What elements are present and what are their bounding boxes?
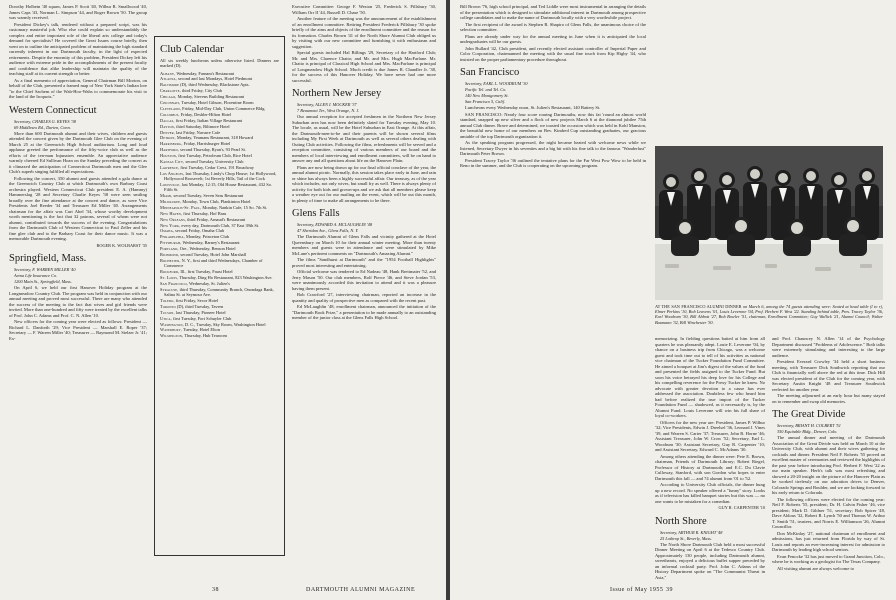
calendar-entry [160, 211, 279, 216]
calendar-city: Toledo, [160, 297, 175, 303]
calendar-details: Wednesday, Barney's Restaurant [182, 240, 240, 246]
calendar-entry [160, 223, 279, 228]
paragraph: Executive Committee: George F. Weston '25, Frederick S. Pillsbury '30, William Orr II '44, Russell D. Chase '50. [292, 4, 436, 15]
calendar-entry [160, 94, 279, 99]
paragraph: Luncheons every Wednesday noon, St. Julien's Restaurant, 140 Battery St. [465, 105, 601, 110]
calendar-city: Los Angeles, [160, 170, 185, 176]
paragraph: Our annual reception for accepted freshmen in the Northern New Jersey Suburban area has now been definitely slated for Tuesday evening, May 10. The locale, as usual, will be the Hotel Suburban in East Orange. At this affair, the Dartmouth-men-to-be and their parents will be shown several films including My First Week at Dartmouth as well as several others dealing with Outing Club activities. Following the films, refreshments will be served and a reception committee, consisting of various members of our board and the members of local interviewing and enrollment committees, will be on hand to answer any and all questions about life on the Hanover Plain. [292, 114, 436, 163]
calendar-entry [160, 298, 279, 303]
calendar-city: Atlanta, [160, 76, 177, 82]
right-column-1 [460, 4, 646, 560]
calendar-city: Louisville, [160, 181, 181, 187]
right-column-3 [772, 336, 885, 592]
paragraph: President Tracey Taylor '36 outlined the tentative plans for the Far West Pow Wow to be held in Reno in the summer, and the Club is cooperating on the upcoming program. [460, 157, 646, 168]
calendar-details: second Tuesday, Hotel John Marshall [180, 252, 247, 258]
section-heading: Western Connecticut [9, 104, 97, 116]
calendar-details: first Tuesday, Cedar Crest, 191 Broadway [180, 164, 254, 170]
calendar-details: Monday, Nankin Cafe, 15 So. 7th St. [202, 204, 268, 210]
calendar-details: Wednesday, Farnam's Restaurant [176, 70, 235, 76]
calendar-details: third Friday, City Club [181, 88, 222, 94]
calendar-city: Hartford, [160, 147, 179, 153]
calendar-city: Lawrence, [160, 164, 180, 170]
paragraph: New officers for the coming year were elected as follows: President — Richard L. Danforth '29; Vice President — Marshall E. Roper '37; Secretary — F. Warren Miller '40; Treasurer — Raymond M. Stelzer Jr. '41; Ex- [9, 319, 147, 341]
calendar-entry [160, 171, 279, 182]
calendar-entry [160, 246, 279, 251]
calendar-entry [160, 199, 279, 204]
paragraph: On April 6, we held our first Hanover Holiday program at the Longmeadow Country Club. The program was held in conjunction with our annual meeting and proved most successful. There are many who attended the success of the meeting to the fact that wives and girl friends were invited. More than one-hundred and fifty were treated by the excellent talks of Prof. John C. Adams and Prof. C. N. Allen '10. [9, 285, 147, 318]
section-meta-text: 47 Sheridan Ave., Glens Falls, N. Y. [297, 228, 359, 233]
calendar-details: second Tuesday, University Club [185, 158, 244, 164]
paragraph: Dorothy Holbein '40 squaw, James P. Scott '40, Wilbur R. Smallwood '40, James Caps '43, Norman L. Simpson '44, and Roger Brown '50. The group was warmly received. [9, 4, 147, 20]
calendar-city: Denver, [160, 129, 175, 135]
calendar-entry [160, 234, 279, 239]
section-heading: North Shore [655, 515, 707, 527]
calendar-details: every day, Dartmouth Club, 37 East 39th St. [181, 222, 260, 228]
calendar-entry [160, 193, 279, 198]
section-meta [655, 530, 765, 535]
calendar-entry [160, 147, 279, 152]
calendar-city: Richmond, [160, 252, 180, 258]
calendar-entry [160, 258, 279, 269]
paragraph: Among others attending the dinner were: Pete E. Brown, chairman, Friends of Dartmouth Library; Robert Riegel, Professor of History at Dartmouth; and E.C. Du Clavie Culloway, Stanford, with son Gordon who hopes to enter Dartmouth this fall — and 74 alumni from '01 to '52. [655, 453, 765, 481]
paragraph: Ed McLaughlin '48, enrollment chairman, announced the initiation of the "Dartmouth Book Prize," a presentation to be made annually to an outstanding member of the junior class at the Glens Falls High School. [292, 304, 436, 320]
calendar-details: Monday, Princeton Club [185, 234, 229, 240]
calendar-details: second Thursday, Ryan's, 93 Pearl St. [180, 147, 246, 153]
calendar-city: St. Louis, [160, 274, 179, 280]
calendar-entry [160, 205, 279, 210]
paragraph: The meeting adjourned at an early hour but many stayed on to remember and swap old memories. [772, 393, 885, 404]
calendar-details: first Tuesday, Petroleum Club, Rice Hotel [178, 153, 252, 159]
section-meta [460, 87, 646, 92]
calendar-city: Albany, [160, 70, 176, 76]
calendar-entry [160, 333, 279, 338]
section-meta [460, 81, 646, 86]
calendar-details: Monday, Town Club, Plankinton Hotel [182, 199, 251, 204]
paragraph: The films "Sandhurst at Dartmouth" and the "1954 Football Highlights" proved most interesting and entertaining. [292, 257, 436, 268]
section-meta-text: 7 Beaumont Ter., West Orange, N. J. [297, 108, 360, 113]
paragraph: Another feature of the meeting was the announcement of the establishment of an enrollment committee. Retiring President Frederick Pillsbury '30 spoke briefly of the aims and objects of the enrollment committee and the reason for its formation. Charles Brown '41 of the North Shore Alumni Club obliged us by visiting with our new committee and furnishing it with enthusiasm and suggestion. [292, 16, 436, 49]
calendar-details: Tuesday, Hotel Gibson, Florentine Room [181, 100, 254, 106]
calendar-city: Columbus, [160, 111, 180, 117]
calendar-entry [160, 287, 279, 298]
paragraph: More than 600 Dartmouth alumni and their wives, children and guests attended the concert given by the Dartmouth Glee Club on the evening of March 25 at the Greenwich High School auditorium. Long and loud applause greeted the performance of the fifty-voice club as well as the efforts of the ten-man Injunaires ensemble. An appreciative audience warmly cheered Ed Sullivan Hoan on the Sunday preceding the concert as it climaxed the anticipation of Connecticut Dartmouth men and the Glee Club's superb singing fulfilled all expectations. [9, 130, 147, 174]
calendar-details: last Thursday, Pioneer Hotel [175, 309, 226, 315]
calendar-details: third Thursday, Community Branch, Onondaga Bank, Salina St. at Seymour Ave. [164, 286, 274, 298]
calendar-city: Harrisburg, [160, 141, 183, 147]
photo-caption [655, 304, 883, 325]
left-magazine-name: DARTMOUTH ALUMNI MAGAZINE [306, 587, 416, 593]
section-meta [772, 423, 885, 428]
calendar-entry [160, 88, 279, 93]
calendar-details: Ill., first Tuesday, Faust Hotel [180, 269, 233, 275]
calendar-city: Syracuse, [160, 286, 179, 292]
right-issue-date: Issue of May 1955 [610, 587, 664, 593]
left-page-number: 38 [212, 587, 219, 593]
calendar-city: Cincinnati, [160, 100, 181, 106]
calendar-city: Washington, [160, 321, 184, 327]
calendar-city: Portland, [160, 246, 179, 252]
paragraph: The first recipient of the award is Stephen R. Shapiro of Glens Falls, the unanimous choice of the selection committee. [460, 21, 646, 32]
calendar-details: last Friday, Navarre Cafe [176, 129, 221, 135]
calendar-city: Rochester, [160, 257, 181, 263]
section-meta-text: Secretary, ALLEN I. MOCKER '37 [297, 102, 357, 107]
calendar-details: Monday, Stevens Building Restaurant [177, 94, 245, 100]
signature: ROGER K. WOLBARST '35 [96, 242, 147, 248]
calendar-details: first Friday, Secor Hotel [175, 297, 219, 303]
section-meta [292, 102, 436, 107]
alumni-dinner-photo [655, 146, 883, 300]
calendar-entry [160, 252, 279, 257]
section-meta [9, 267, 147, 272]
paragraph: Don McKinlay '27, national chairman of enrollment and admissions, has just returned from Florida by way of St. Louis and reports an ever-increasing interest for admission to Dartmouth by leading high school seniors. [772, 530, 885, 552]
calendar-entry [160, 106, 279, 111]
section-meta-text: Aetna Life Insurance Co. [14, 273, 58, 278]
caption-lead: AT THE SAN FRANCISCO ALUMNI DINNER [655, 304, 742, 309]
calendar-city: Tucson, [160, 309, 175, 315]
paragraph: Special guests included Hal Billings '29, Secretary of the Hartford Club; Mr. and Mrs. Clarence Chatto; and Mr. and Mrs. Hugh MacFarlane. Mr. Chatto is principal of Classical High School and Mrs. MacFarlane is principal of Longmeadow High School. Much credit is due James R. Chandler Jr. '38, for the success of this Hanover Holiday. We have never had one more successful. [292, 50, 436, 83]
section-meta-text: Secretary, EDWARD A. MCLAUGHLIN '48 [297, 222, 373, 227]
paragraph: The following officers were elected for the coming year: Neil F. Roberts '55, president; Dr. H. Calvin Fisher '46, vice president; Mark D. Gildner '51, secretary; Bob Spicer '48, Dave Aldous '32, Robert R. Lynch '50 and Thomas W. Arthur T. Smith '51, trustees, and Norris E. Williamson '26, Alumni Councillor. [772, 496, 885, 529]
calendar-details: (D), third Tuesday, Tavern [176, 303, 224, 309]
club-calendar-intro: All six weekly luncheons unless otherwise listed. Dinners are marked (D). [160, 58, 279, 69]
calendar-city: Cleveland, [160, 105, 182, 111]
calendar-details: Monday, Yeamans Restaurant, 318 Howard [176, 135, 254, 141]
paragraph: Following the concert, 350 alumni and guests attended a gala dance at the Greenwich Country Club at which Dartmouth's own Barbary Coast orchestra played. Western Connecticut Club president E. A. (Hammy) Hammerslag '28 and Secretary Charlie Keyes '38 were seen smiling broadly over the fine attendance at the concert and dance, as were Vice Presidents Joel Reeder '34 and Treasurer Ed Miller '40. Arrangements chairman for the affair was Curt Abel '34, whose worthy development worth mentioning is the fact that 32 patrons, several of whom were not alumni, contributed towards the success of the evening. Congratulations from the Dartmouth Club of Western Connecticut to Paul Zeller and his fine glee club and to the Barbary Coast for their dance music. It was a memorable Dartmouth evening. [9, 175, 147, 241]
paragraph: All visiting alumni are always welcome to [777, 565, 855, 571]
calendar-entry [160, 275, 279, 280]
calendar-city: Chicago, [160, 94, 177, 100]
calendar-details: third Saturday, Biltmore Hotel [176, 123, 230, 129]
calendar-city: Kansas City, [160, 158, 185, 164]
club-calendar-entries [160, 71, 279, 339]
paragraph: Official welcome was tendered to Ed Nadeau '48, Hank Breitmaier '52, and Jerry Mason '50. Our club members, Rolf Pierce '46, and Steve Jordan '53, were unanimously accorded this invitation to attend and it was a pleasure having them present. [292, 269, 436, 291]
calendar-details: Friday, Deshler-Hilton Hotel [180, 111, 232, 117]
calendar-details: N. Y., first and third Wednesdays, Chamber of Commerce [164, 257, 263, 269]
paragraph: Bob Crawford '27, interviewing chairman, reported an increase in the quantity and quality of prospective men as compared with the recent past. [292, 292, 436, 303]
section-meta [9, 125, 147, 130]
calendar-entry [160, 153, 279, 158]
calendar-details: (D), third Wednesday, Blackstone Apts. [180, 82, 250, 88]
calendar-entry [160, 159, 279, 164]
calendar-entry [160, 82, 279, 87]
section-meta-text: Secretary, ARTHUR R. KNIGHT '48 [660, 529, 723, 535]
section-meta [9, 279, 147, 284]
paragraph: and Prof. Chauncey N. Allen '14 of the Psychology Department discussed "Problems of Adolescence." Both talks were extremely stimulating and interesting to the large audience. [772, 336, 885, 358]
calendar-details: Ore., Wednesday, Benson Hotel [179, 246, 236, 252]
calendar-city: Pittsburgh, [160, 240, 182, 246]
section-meta-text: Pacific Tel. and Tel. Co. [465, 87, 507, 92]
calendar-entry [160, 100, 279, 105]
calendar-entry [160, 322, 279, 327]
section-meta-text: 25 Lothrop St., Beverly, Mass. [660, 535, 712, 541]
calendar-entry [160, 118, 279, 123]
calendar-city: Baltimore [160, 82, 180, 88]
calendar-entry [160, 327, 279, 332]
calendar-city: New Orleans, [160, 216, 187, 222]
section-meta-text: 140 New Montgomery St. [465, 93, 509, 98]
calendar-details: last Thursday, Lindy's Chop House; 1st Hollywood, Hollywood Roosevelt; 1st Beverly Hills, Tail of the Cock [164, 170, 277, 182]
calendar-city: Houston, [160, 153, 178, 159]
calendar-city: Minneapolis-St. Paul, [160, 204, 202, 210]
right-column-2 [655, 336, 765, 580]
calendar-entry [160, 112, 279, 117]
calendar-details: D. C., Tuesday, Sky Room, Washington Hotel [184, 321, 266, 327]
section-meta [655, 536, 765, 541]
paragraph: According to University Club officials, the dinner hung up a new record. No speaker offered a "funny" story. Looks as if television has killed banquet stories but this was — no one wants to be mistaken for a comedian. [655, 482, 765, 504]
section-meta-text: Secretary, CHARLES G. KEYES '38 [14, 118, 76, 124]
calendar-city: Toronto [160, 303, 176, 309]
calendar-details: Thursday, Ding Ho Restaurant, 823 Washington Ave. [179, 274, 273, 280]
section-meta-text: Secretary, BRIANT H. COLBERT '51 [777, 423, 841, 428]
calendar-city: Milwaukee, [160, 199, 182, 204]
right-page [450, 0, 896, 600]
calendar-city: Waterbury, [160, 327, 182, 333]
paragraph: President Everard Crowley '34 held a short business meeting, with Treasurer Dick Southwick reporting that our Club is financially well above the red at this time. Dick Hill was elected president of the Club for the coming year, with Secretary Austin Knight '48 and Treasurer Southwick reelected for another year. [772, 359, 885, 392]
calendar-entry [160, 76, 279, 81]
calendar-city: San Francisco, [160, 280, 188, 286]
paragraph: The annual dinner and meeting of the Dartmouth Association of the Great Divide was held on March 10 at the University Club, with alumni and their wives gathering for cocktails and dinner. President Neil F. Roberts '55 proved an excellent master of ceremonies and reviewed the highlights of the past year before introducing Prof. Herbert F. West '22 as our main speaker. Herb's talk was most refreshing and showed a 20-20 insight on the picture of the Hanover Plain as he worked tirelessly on our adoration drives to Denver, Colorado Springs and Boulder, and we are looking forward to his early return to Colorado. [772, 435, 885, 495]
paragraph: Plans are now being drawn up for our final official conclave of the year, the annual alumni picnic. Normally, this session takes place early in June, and rain or shine has always been a highly successful affair. Our treasury, as of the year which includes, not only wives, but small fry as well. There is always plenty of activity for both kids and grown-ups and we ask that all members please keep a weather eye out for our mailing on the event, which will be out this month, in plenty of time to make all arrangements to be there. [292, 164, 436, 203]
calendar-details: first Tuesday, Fort Schuyler Club [172, 315, 232, 321]
calendar-city: Detroit, [160, 135, 176, 141]
paragraph: As a final memento of appreciation, General Chairman Bill Morton, on behalf of the Club, presented a framed map of New York State's Indian lore "to the Chief Sachem of the Wah-Hoo-Wahs to commemorate his visit to the land of the Iroquois." [9, 77, 147, 99]
section-meta-text: Secretary, F. WARREN MILLER '40 [14, 267, 76, 272]
calendar-entry [160, 71, 279, 76]
section-heading: Glens Falls [292, 208, 340, 219]
calendar-details: Friday, Mid-Day Club, Union Commerce Bldg. [182, 105, 266, 111]
paragraph: The Dartmouth Alumni of Glens Falls and vicinity gathered at the Hotel Queensbury on March 10 for their annual winter meeting. More than twenty members and guests were in attendance and were stimulated by Mike McLane's pertinent comments on "Dartmouth's Amazing Alumni." [292, 234, 436, 256]
calendar-city: Charlotte, [160, 88, 181, 94]
section-heading: Springfield, Mass. [9, 253, 87, 264]
calendar-city: Philadelphia, [160, 234, 185, 240]
left-page [0, 0, 446, 600]
section-meta [772, 429, 885, 434]
section-meta-text: San Francisco 5, Calif. [465, 99, 505, 104]
calendar-entry [160, 310, 279, 315]
club-calendar-title: Club Calendar [160, 43, 224, 55]
calendar-city: Dayton, [160, 123, 176, 129]
paragraph: President Dickey's talk, rendered without a prepared script, was his customary masterful job. Who else could explain so understandably the complex and entire important role of the liberal arts college and today's demand for specialists? He covered the Great Issues course briefly, then went on to outline the anticipated problem of maintaining the high standard currently inherent in our Dartmouth faculty, in the light of expected retirements. Despite the enormity of this problem, President Dickey left his audience with extreme pride in the accomplishments of the present faculty and confidence that alike leadership will maintain the quality of the teaching staff at its current strength or better. [9, 21, 147, 76]
calendar-details: last Monday, 12:15, Old House Restaurant, 432 So. Fifth St. [164, 181, 272, 193]
section-meta [9, 119, 147, 124]
caption-text: on March 6, among the 74 guests attending were: Seated at head table (l to r), Elmer Perkins '10, Bob Leavens '01, Louis Leverone '04, Prof. Herbert F. West '22. Standing behind table, Pres. Tracey Taylor '36, Earl Woodrum '30, Bill Abbott '27, Bob Bowler '51, chairman, Enrollment Committee; Guy Wallick '21, Alumni Council; Walter Baumann '32, Bill Winchester '30. [655, 304, 883, 325]
calendar-city: Miami, [160, 193, 173, 199]
signature: GUY R. CARPENTER '10 [718, 505, 765, 510]
calendar-entry [160, 135, 279, 140]
calendar-entry [160, 217, 279, 222]
section-heading: San Francisco [460, 67, 520, 78]
section-meta [292, 222, 436, 227]
calendar-details: second Tuesday, Seven Seas Restaurant [173, 193, 244, 199]
left-column-3 [292, 4, 436, 560]
paragraph: The North Shore Dartmouth Club held a most successful Dinner Meeting on April 6 at the Tedesco Country Club. Approximately 130 people, including Dartmouth alumni, sweethearts, enjoyed a delicious buffet supper preceded by an informal cocktail party. Prof. John C. Adams of the History Department spoke on "The Communist Threat in Asia," [655, 541, 765, 580]
calendar-entry [160, 269, 279, 274]
section-heading: The Great Divide [772, 409, 846, 420]
calendar-details: second Friday, Omaha Club [175, 228, 225, 234]
calendar-details: first Thursday, Hof Brau [183, 210, 227, 216]
calendar-city: Dallas, [160, 117, 175, 123]
calendar-details: Friday, Harrisburger Hotel [183, 141, 231, 147]
paragraph: SAN FRANCISCO: Nearly four score roaring Dartmouths, now this fat 'round an almost world standard, snapped up new silver and a flock of new projects March 6 at the diamond jubilee 75th annual Club dinner. Brave and determined, we toasted the occasion which was held in Kohl Mansion, the beautiful new home of our members on Bev. Kindred Cup outstanding graduates, our gracious amiable of the top Dartmouth organization it. [460, 111, 646, 139]
paragraph: memorizing. In fielding questions batted at him from all quarters he was pleasantly adept. Louie E. Leverone '04, by chance on a business trip from Chicago, was a welcome guest and took time out to tell of his activities as national vice chairman of the Tucker Foundation Fund Committee. He aimed a bouquet at Jim's digest of the values of the fund and presented the fields assigned to the Tucker Fund. But soon his voice betrayed his deep love for his College and his compelling reverence for the Prexy Tucker he knew. No advocate with greater devotion to a cause has ever addressed the association. Doubtless few who heard him had before realized the true import of the Tucker Foundation Fund — shadowed, as it necessarily is, by the Alumni Fund. Louis Leverone will win his full share of loyal co-workers. [655, 336, 765, 418]
calendar-entry [160, 304, 279, 309]
paragraph: As the speaking program progressed, the night became heated with welcome news while we listened, Secretary Dwyer in his seventies and a big hit with his fine talk to the famous "Wanderlust" Dartmouth Peter Brown. [460, 140, 646, 156]
calendar-details: Tuesday, Hotel Elton [182, 327, 220, 333]
paragraph: Officers for the new year are: President, James P. Wilbur '32; Vice Presidents, Edwin J. Dreelsel '36, Leonard J. Vines '39, and Warren S. Carter '37; Treasurer, John R. Horne '46; Assistant Treasurer, John W. Crow '52; Secretary, Earl L. Woodrum '30; Assistant Secretary, Guy R. Carpenter '10; and Assistant Secretary, Edward C. McAdams '30. [655, 419, 765, 452]
calendar-entry [160, 228, 279, 233]
section-meta [292, 108, 436, 113]
calendar-details: Wednesday, St. Julien's [189, 280, 230, 286]
section-meta [9, 273, 147, 278]
calendar-entry [160, 124, 279, 129]
section-meta [292, 228, 436, 233]
calendar-details: third Friday, Arnaud's Restaurant [187, 216, 246, 222]
calendar-details: first Friday, Italian Village Restaurant [175, 117, 243, 123]
calendar-details: Thursday, Hub Tearoom [184, 333, 227, 339]
section-meta-text: 1200 Main St., Springfield, Mass. [14, 279, 72, 284]
section-meta [460, 93, 646, 98]
calendar-entry [160, 316, 279, 321]
calendar-city: New York, [160, 222, 181, 228]
calendar-entry [160, 182, 279, 193]
left-column-1 [9, 4, 147, 560]
calendar-city: Utica, [160, 315, 172, 321]
section-heading: Northern New Jersey [292, 88, 382, 99]
calendar-entry [160, 165, 279, 170]
paragraph: Plans are already under way for the annual meeting in June when it is anticipated the local undergraduates will be our guests. [460, 33, 646, 44]
calendar-city: Rockford, [160, 269, 180, 275]
calendar-entry [160, 240, 279, 245]
calendar-entry [160, 141, 279, 146]
club-calendar-box [154, 36, 285, 556]
section-meta-text: 69 Middlesex Rd., Darien, Conn. [14, 124, 71, 130]
paragraph: Evan Fenocke '32 has just moved to Grand Junction, Colo., where he is working as a geologist for The Texas Company. [772, 553, 885, 564]
section-meta [460, 99, 646, 104]
calendar-city: Wilmington, [160, 333, 184, 339]
calendar-details: second and last Mondays, Hotel Piedmont [177, 76, 253, 82]
calendar-city: New Haven, [160, 210, 183, 216]
right-page-number: 39 [666, 587, 673, 593]
calendar-entry [160, 281, 279, 286]
calendar-entry [160, 130, 279, 135]
paragraph: John Bullard '42, Club president, and recently elected assistant controller of Imperial Paper and Color Corporation, chairmanned the meeting with the usual fine touch from Kip Higby '44, who insisted on the proper parliamentary procedure throughout. [460, 45, 646, 62]
paragraph: Bill Brown '76, high school principal, and Ted Liddle were most instrumental in arranging the details of the presentation which is designed to stimulate additional interest in Dartmouth among prospective college candidates and to make the name of Dartmouth locally with a very worthwhile project. [460, 4, 646, 20]
section-meta-text: Secretary, EARL L. WOODRUM '30 [465, 81, 528, 86]
section-meta-text: 350 Equitable Bldg., Denver, Colo. [777, 429, 838, 434]
calendar-city: Omaha, [160, 228, 175, 234]
